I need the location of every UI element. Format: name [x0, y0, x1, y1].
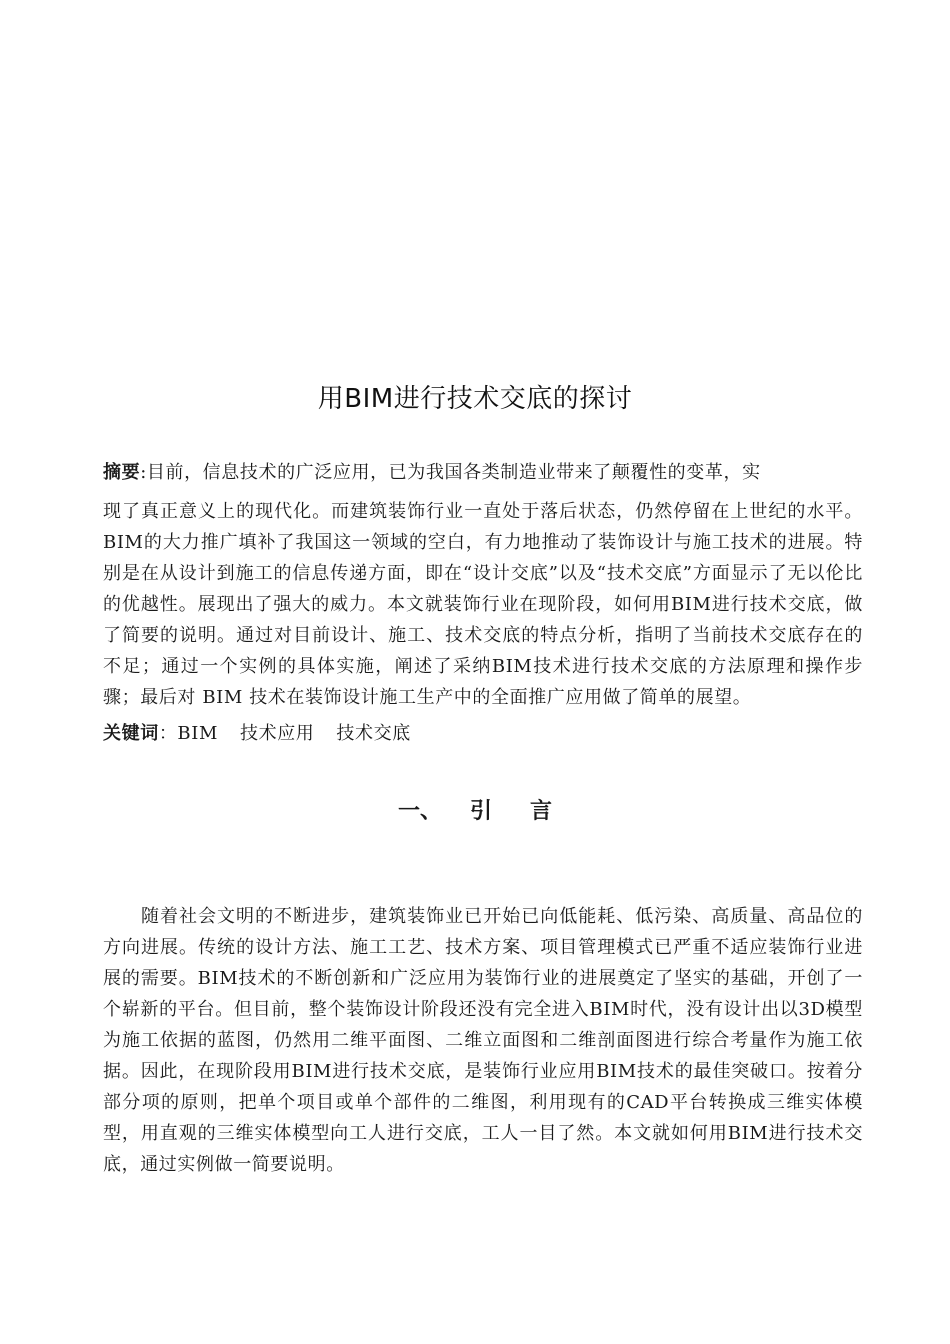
keyword-item: BIM — [177, 723, 218, 744]
section-heading-char: 言 — [530, 799, 553, 824]
introduction-paragraph: 随着社会文明的不断进步，建筑装饰业已开始已向低能耗、低污染、高质量、高品位的方向进展。传统的设计方法、施工工艺、技术方案、项目管理模式已严重不适应装饰行业进展的需要。BIM技术的不断创新和广泛应用为装饰行业的进展奠定了坚实的基础，开创了一个崭新的平台。但目前，整个装饰设计阶段还没有完全进入BIM时代，没有设计出以3D模型为施工依据的蓝图，仍然用二维平面图、二维立面图和二维剖面图进行综合考量作为施工依据。因此，在现阶段用BIM进行技术交底，是装饰行业应用BIM技术的最佳突破口。按着分部分项的原则，把单个项目或单个部件的二维图，利用现有的CAD平台转换成三维实体模型，用直观的三维实体模型向工人进行交底，工人一目了然。本文就如何用BIM进行技术交底，通过实例做一简要说明。 — [103, 906, 863, 1175]
keyword-item: 技术交底 — [336, 723, 411, 744]
section-heading-char: 引 — [469, 799, 492, 824]
abstract-text: 现了真正意义上的现代化。而建筑装饰行业一直处于落后状态，仍然停留在上世纪的水平。BIM的大力推广填补了我国这一领域的空白，有力地推动了装饰设计与施工技术的进展。特别是在从设计到施工的信息传递方面，即在“设计交底”以及“技术交底”方面显示了无以伦比的优越性。展现出了强大的威力。本文就装饰行业在现阶段，如何用BIM进行技术交底，做了简要的说明。通过对目前设计、施工、技术交底的特点分析，指明了当前技术交底存在的不足；通过一个实例的具体实施，阐述了采纳BIM技术进行技术交底的方法原理和操作步骤；最后对 BIM 技术在装饰设计施工生产中的全面推广应用做了简单的展望。 — [103, 501, 863, 708]
keywords-label: 关键词 — [103, 723, 159, 744]
keywords-colon: ： — [158, 723, 178, 744]
abstract-colon: : — [140, 462, 147, 483]
document-title: 用BIM进行技术交底的探讨 — [317, 384, 633, 414]
keyword-item: 技术应用 — [240, 723, 315, 744]
section-number: 一、 — [397, 799, 442, 824]
section-heading-introduction — [0, 796, 950, 828]
abstract-paragraph — [103, 457, 863, 713]
abstract-label: 摘要 — [103, 462, 141, 483]
keywords-line — [103, 719, 411, 749]
abstract-first-line — [103, 457, 863, 488]
abstract-first-line-text: 目前，信息技术的广泛应用，已为我国各类制造业带来了颠覆性的变革，实 — [146, 462, 761, 483]
